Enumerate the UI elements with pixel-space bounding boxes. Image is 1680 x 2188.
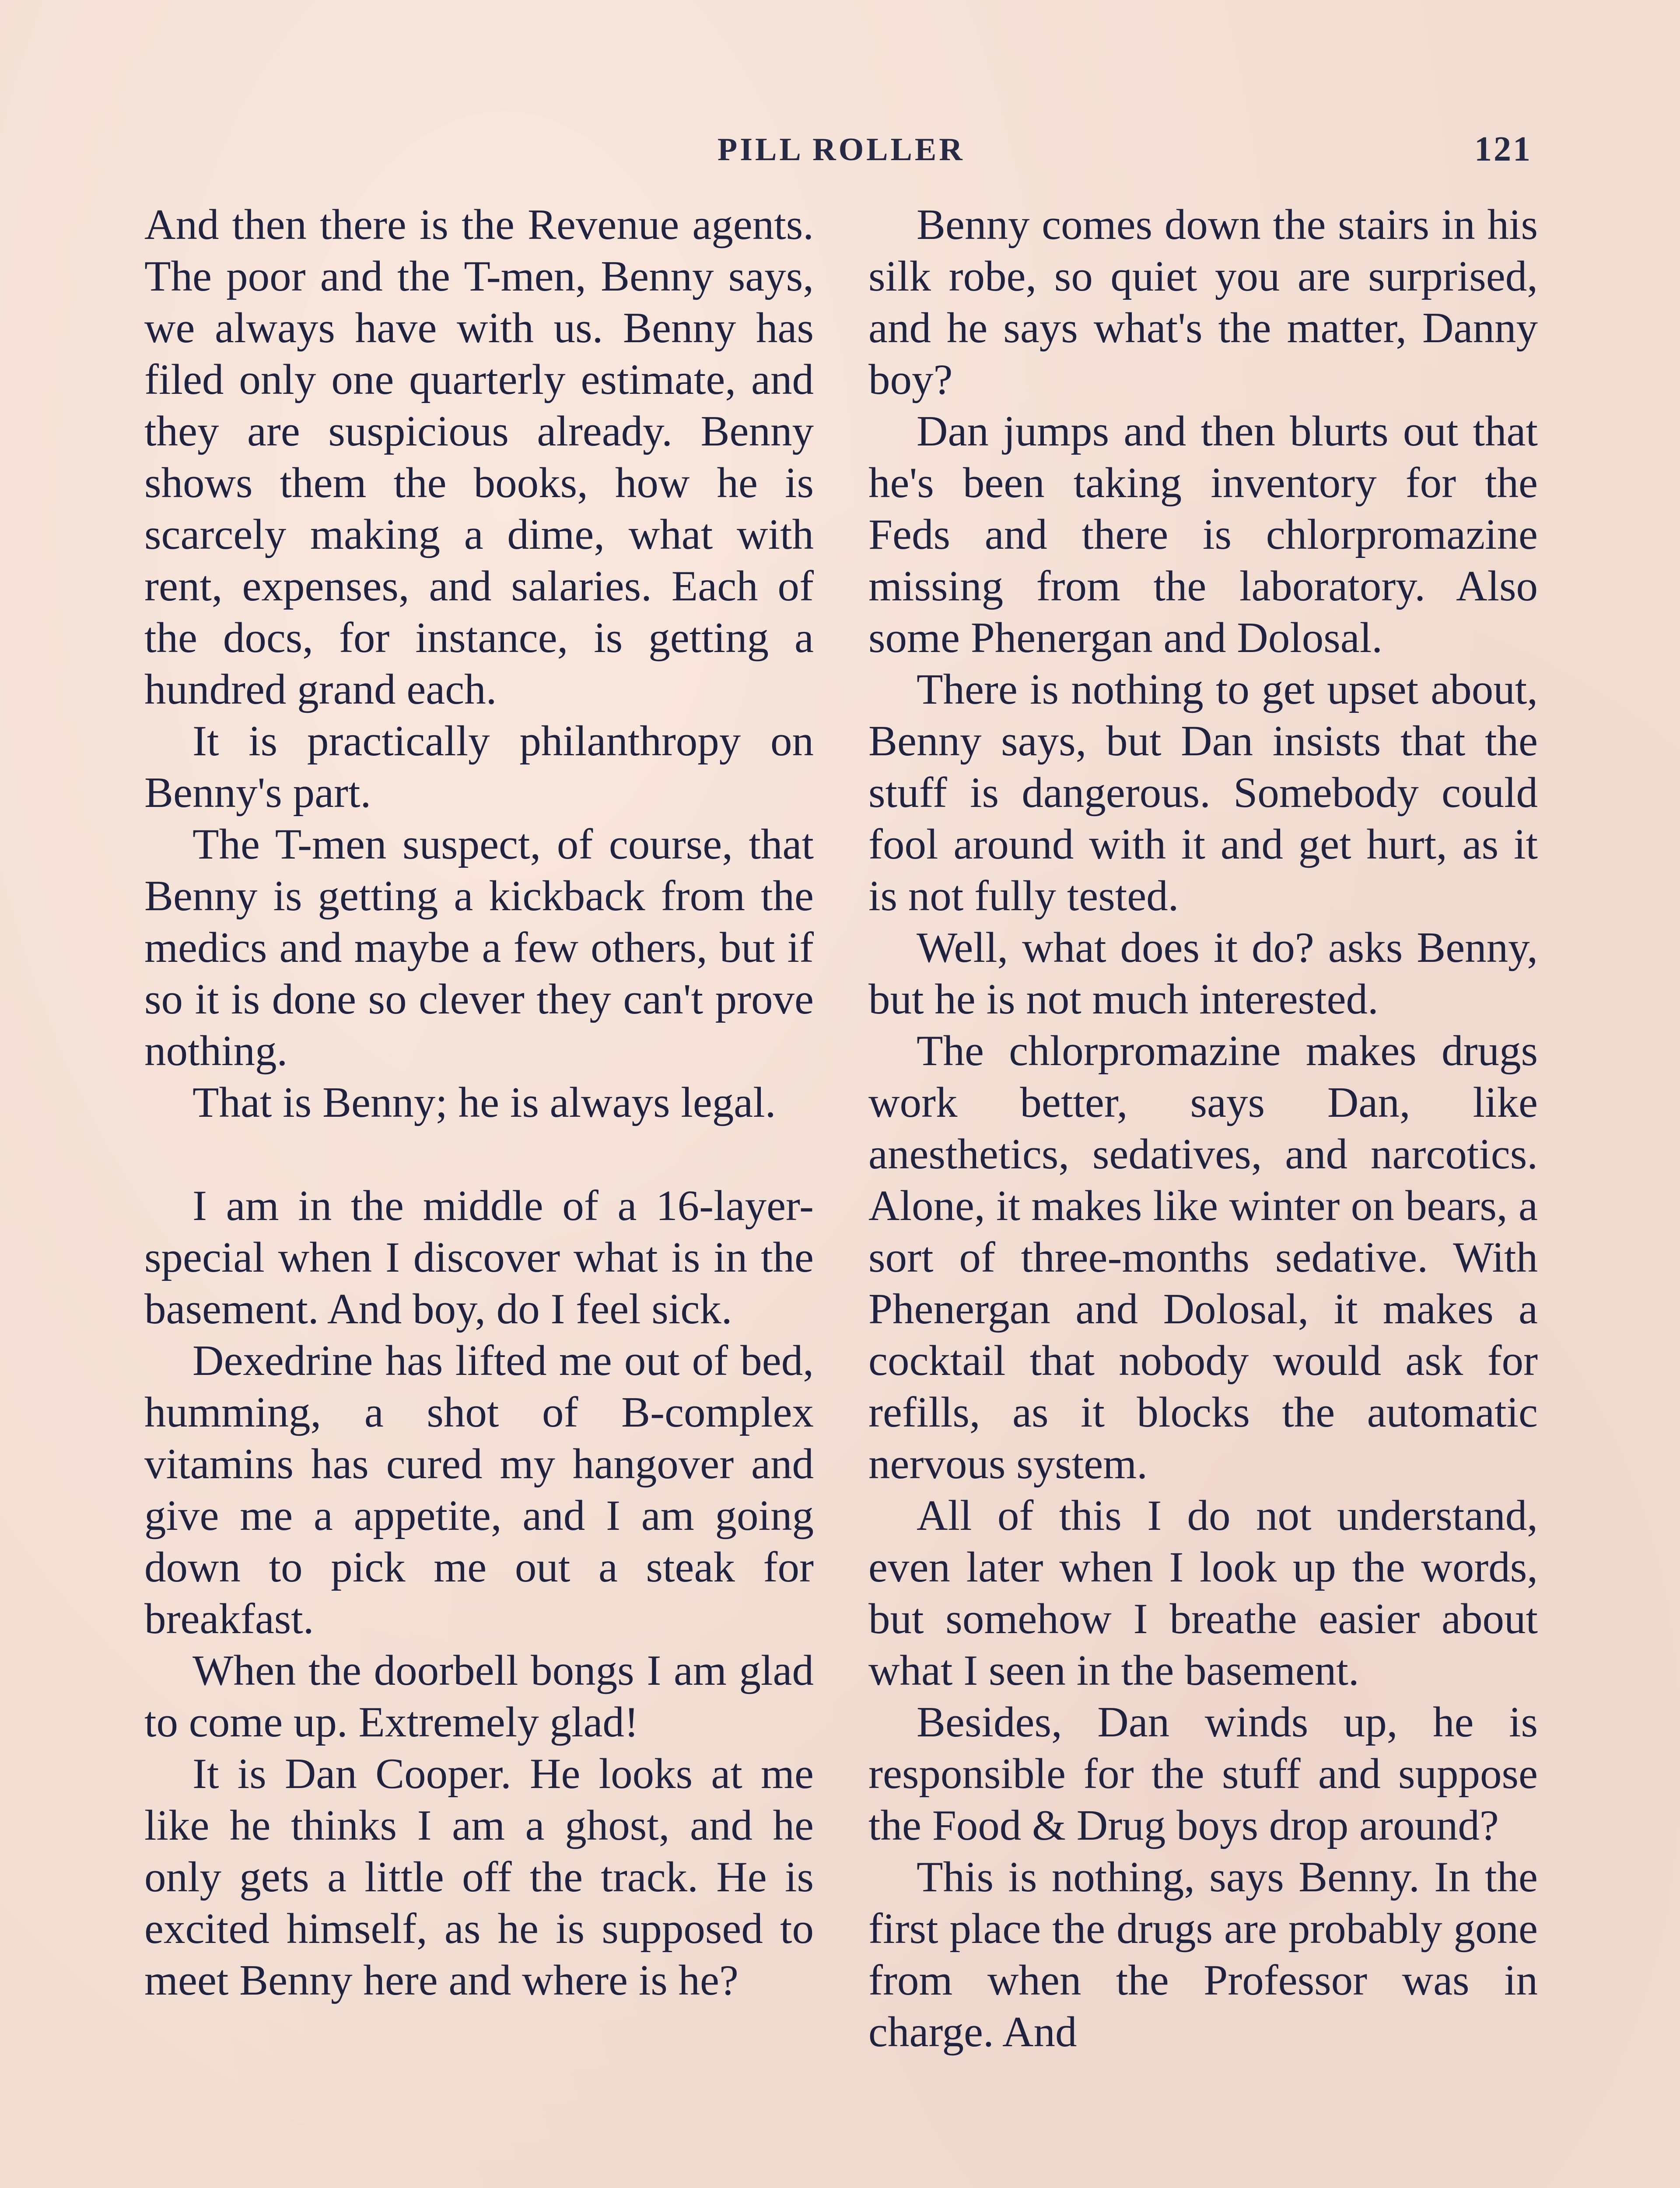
paragraph: Besides, Dan winds up, he is responsible for the stuff and suppose the Food & Drug boys drop around?	[868, 1698, 1538, 1849]
paragraph: Benny comes down the stairs in his silk robe, so quiet you are surprised, and he says what's the matter, Danny boy?	[868, 201, 1538, 403]
paragraph: And then there is the Revenue agents. The poor and the T-men, Benny says, we always have with us. Benny has filed only one quarterly estimate, and they are suspicious already. Benny shows them the books, how he is scarcely making a dime, what with rent, expenses, and salaries. Each of the docs, for instance, is getting a hundred grand each.	[144, 201, 814, 713]
paragraph: The T-men suspect, of course, that Benny is getting a kickback from the medics and maybe a few others, but if so it is done so clever they can't prove nothing.	[144, 820, 814, 1075]
paragraph: The chlorpromazine makes drugs work better, says Dan, like anesthetics, sedatives, and narcotics. Alone, it makes like winter on bears, a sort of three-months sedative. With Phenergan and Dolosal, it makes a cocktail that nobody would ask for refills, as it blocks the automatic nervous system.	[868, 1027, 1538, 1488]
paragraph: It is Dan Cooper. He looks at me like he thinks I am a ghost, and he only gets a little off the track. He is excited himself, as he is supposed to meet Benny here and where is he?	[144, 1750, 814, 2004]
paragraph: I am in the middle of a 16-layer-special when I discover what is in the basement. And boy, do I feel sick.	[144, 1182, 814, 1333]
paragraph: This is nothing, says Benny. In the first place the drugs are probably gone from when the Professor was in charge. And	[868, 1853, 1538, 2056]
paragraph: It is practically philanthropy on Benny's part.	[144, 717, 814, 817]
section-break	[144, 1129, 814, 1180]
paragraph: When the doorbell bongs I am glad to come up. Extremely glad!	[144, 1647, 814, 1746]
paragraph: Dexedrine has lifted me out of bed, humming, a shot of B-complex vitamins has cured my hangover and give me a appetite, and I am going down to pick me out a steak for breakfast.	[144, 1337, 814, 1643]
paragraph: There is nothing to get upset about, Benny says, but Dan insists that the stuff is dangerous. Somebody could fool around with it and get hurt, as it is not fully tested.	[868, 666, 1538, 920]
paragraph: Dan jumps and then blurts out that he's been taking inventory for the Feds and there is chlorpromazine missing from the laboratory. Also some Phenergan and Dolosal.	[868, 407, 1538, 662]
paragraph: Well, what does it do? asks Benny, but he is not much interested.	[868, 924, 1538, 1023]
right-column	[868, 199, 1538, 2058]
running-title: PILL ROLLER	[718, 132, 965, 168]
paragraph: All of this I do not understand, even later when I look up the words, but somehow I breathe easier about what I seen in the basement.	[868, 1492, 1538, 1694]
paragraph: That is Benny; he is always legal.	[192, 1079, 776, 1126]
page-number: 121	[1474, 130, 1532, 168]
left-column	[144, 199, 814, 2006]
